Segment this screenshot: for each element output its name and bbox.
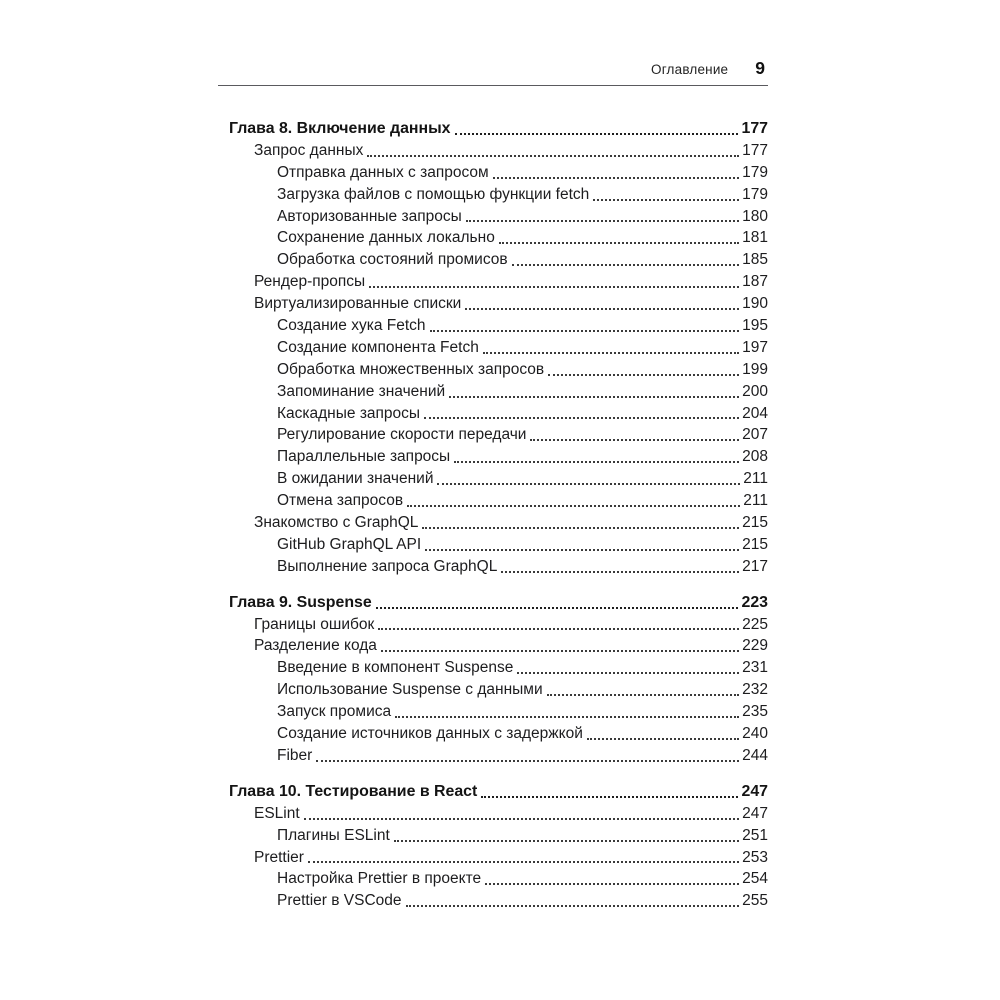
toc-entry-title: Авторизованные запросы [277,207,462,225]
toc-chapter-row [229,118,768,140]
toc-entry-row [229,424,768,446]
toc-entry-page: 199 [742,360,768,378]
toc-entry-page: 255 [742,892,768,910]
toc-entry-page: 215 [742,535,768,553]
toc-entry-row [229,403,768,425]
toc-entry-title: Виртуализированные списки [254,295,462,313]
toc-entry-page: 208 [742,448,768,466]
dot-leader [369,286,739,288]
toc-entry-title: Введение в компонент Suspense [277,659,514,677]
toc-entry-title: Знакомство с GraphQL [254,514,419,532]
dot-leader [466,220,739,222]
toc-entry-row [229,206,768,228]
toc-entry-row [229,847,768,869]
dot-leader [499,242,739,244]
dot-leader [381,650,739,652]
toc-entry-title: Использование Suspense с данными [277,681,543,699]
toc-chapter-row [229,592,768,614]
toc-entry-row [229,184,768,206]
toc-entry-row [229,868,768,890]
dot-leader [406,905,740,907]
toc-entry-page: 225 [742,615,768,633]
dot-leader [304,818,739,820]
toc-entry-row [229,803,768,825]
toc-entry-title: GitHub GraphQL API [277,535,422,553]
toc-entry-row [229,701,768,723]
dot-leader [512,264,740,266]
running-head-title: Оглавление [651,62,729,77]
toc-entry-title: Выполнение запроса GraphQL [277,557,498,575]
dot-leader [394,840,739,842]
toc-entry-title: Prettier в VSCode [277,892,402,910]
toc-entry-row [229,359,768,381]
toc-entry-row [229,468,768,490]
toc-entry-row [229,140,768,162]
toc-entry-page: 232 [742,681,768,699]
toc-entry-title: Загрузка файлов с помощью функции fetch [277,185,590,203]
toc-entry-title: В ожидании значений [277,470,434,488]
toc-entry-row [229,446,768,468]
toc-entry-title: Настройка Prettier в проекте [277,870,482,888]
dot-leader [422,527,739,529]
toc-entry-row [229,745,768,767]
toc-entry-row [229,490,768,512]
dot-leader [530,439,739,441]
toc-entry-title: Создание источников данных с задержкой [277,725,583,743]
toc-entry-title: Сохранение данных локально [277,229,495,247]
toc-entry-page: 244 [742,746,768,764]
toc-entry-page: 181 [742,229,768,247]
toc-entry-page: 240 [742,725,768,743]
dot-leader [587,738,739,740]
toc-entry-title: Глава 9. Suspense [229,593,372,611]
toc-entry-title: Fiber [277,746,313,764]
toc-entry-page: 223 [741,593,768,611]
toc-entry-page: 235 [742,703,768,721]
toc-entry-title: Обработка множественных запросов [277,360,545,378]
toc-entry-page: 179 [742,163,768,181]
toc-entry-page: 254 [742,870,768,888]
toc-entry-row [229,657,768,679]
toc-chapter-row [229,781,768,803]
dot-leader [465,308,739,310]
toc-entry-page: 195 [742,317,768,335]
toc-entry-row [229,315,768,337]
dot-leader [454,461,739,463]
toc-entry-row [229,534,768,556]
toc-entry-row [229,381,768,403]
toc-entry-row [229,825,768,847]
toc-entry-page: 180 [742,207,768,225]
toc-entry-page: 211 [743,470,768,488]
dot-leader [407,505,740,507]
toc-entry-row [229,249,768,271]
toc-entry-row [229,556,768,578]
toc-entry-title: Запоминание значений [277,382,446,400]
toc-entry-page: 177 [741,120,768,137]
toc-entry-page: 197 [742,338,768,356]
toc-entry-title: Регулирование скорости передачи [277,426,527,444]
header-rule [218,85,768,86]
toc-entry-row [229,293,768,315]
toc-entry-title: Границы ошибок [254,615,375,633]
dot-leader [425,549,739,551]
toc-entry-page: 217 [742,557,768,575]
toc-entry-page: 185 [742,251,768,269]
toc-entry-page: 251 [742,826,768,844]
dot-leader [455,133,739,135]
dot-leader [378,628,739,630]
dot-leader [308,861,739,863]
toc-entry-row [229,512,768,534]
toc-entry-row [229,890,768,912]
toc-entry-title: Параллельные запросы [277,448,451,466]
toc-entry-title: Каскадные запросы [277,404,421,422]
running-head [218,58,768,79]
dot-leader [501,571,739,573]
dot-leader [424,417,739,419]
dot-leader [517,672,739,674]
toc-entry-page: 177 [742,141,768,159]
toc-entry-row [229,227,768,249]
toc-entry-title: Обработка состояний промисов [277,251,508,269]
toc-entry-page: 247 [742,804,768,822]
dot-leader [437,483,740,485]
toc-entry-row [229,679,768,701]
dot-leader [548,374,739,376]
toc-entry-page: 207 [742,426,768,444]
toc-entry-title: Разделение кода [254,637,377,655]
toc-entry-page: 247 [741,782,768,800]
toc-entry-page: 215 [742,514,768,532]
toc-entry-title: Запуск промиса [277,703,392,721]
dot-leader [493,177,739,179]
toc-entry-page: 231 [742,659,768,677]
toc-entry-page: 179 [742,185,768,203]
dot-leader [376,607,739,609]
toc-entry-title: Рендер-пропсы [254,273,366,291]
toc-entry-title: Глава 8. Включение данных [229,120,451,137]
toc-entry-title: Prettier [254,848,304,866]
toc-entry-row [229,635,768,657]
toc-entry-title: Плагины ESLint [277,826,390,844]
dot-leader [481,796,738,798]
toc-entry-title: Создание хука Fetch [277,317,426,335]
toc-entry-row [229,614,768,636]
toc-entry-row [229,723,768,745]
toc-entry-title: Отправка данных с запросом [277,163,489,181]
toc-entry-page: 190 [742,295,768,313]
toc-entry-page: 200 [742,382,768,400]
dot-leader [449,396,739,398]
dot-leader [547,694,740,696]
page-header [218,58,768,86]
toc-entry-page: 253 [742,848,768,866]
toc-entry-row [229,271,768,293]
toc-entry-page: 229 [742,637,768,655]
dot-leader [395,716,739,718]
toc-entry-title: Запрос данных [254,141,364,159]
dot-leader [593,199,739,201]
toc-entry-row [229,162,768,184]
page-number: 9 [755,58,765,78]
toc-entry-title: ESLint [254,804,300,822]
dot-leader [316,760,739,762]
toc-entry-title: Глава 10. Тестирование в React [229,782,478,800]
dot-leader [485,883,739,885]
dot-leader [367,155,739,157]
toc-entry-page: 211 [743,492,768,510]
toc-entry-page: 187 [742,273,768,291]
toc-list [229,118,768,912]
toc-entry-page: 204 [742,404,768,422]
toc-entry-title: Создание компонента Fetch [277,338,479,356]
toc-entry-title: Отмена запросов [277,492,404,510]
toc-entry-row [229,337,768,359]
dot-leader [430,330,740,332]
dot-leader [483,352,739,354]
